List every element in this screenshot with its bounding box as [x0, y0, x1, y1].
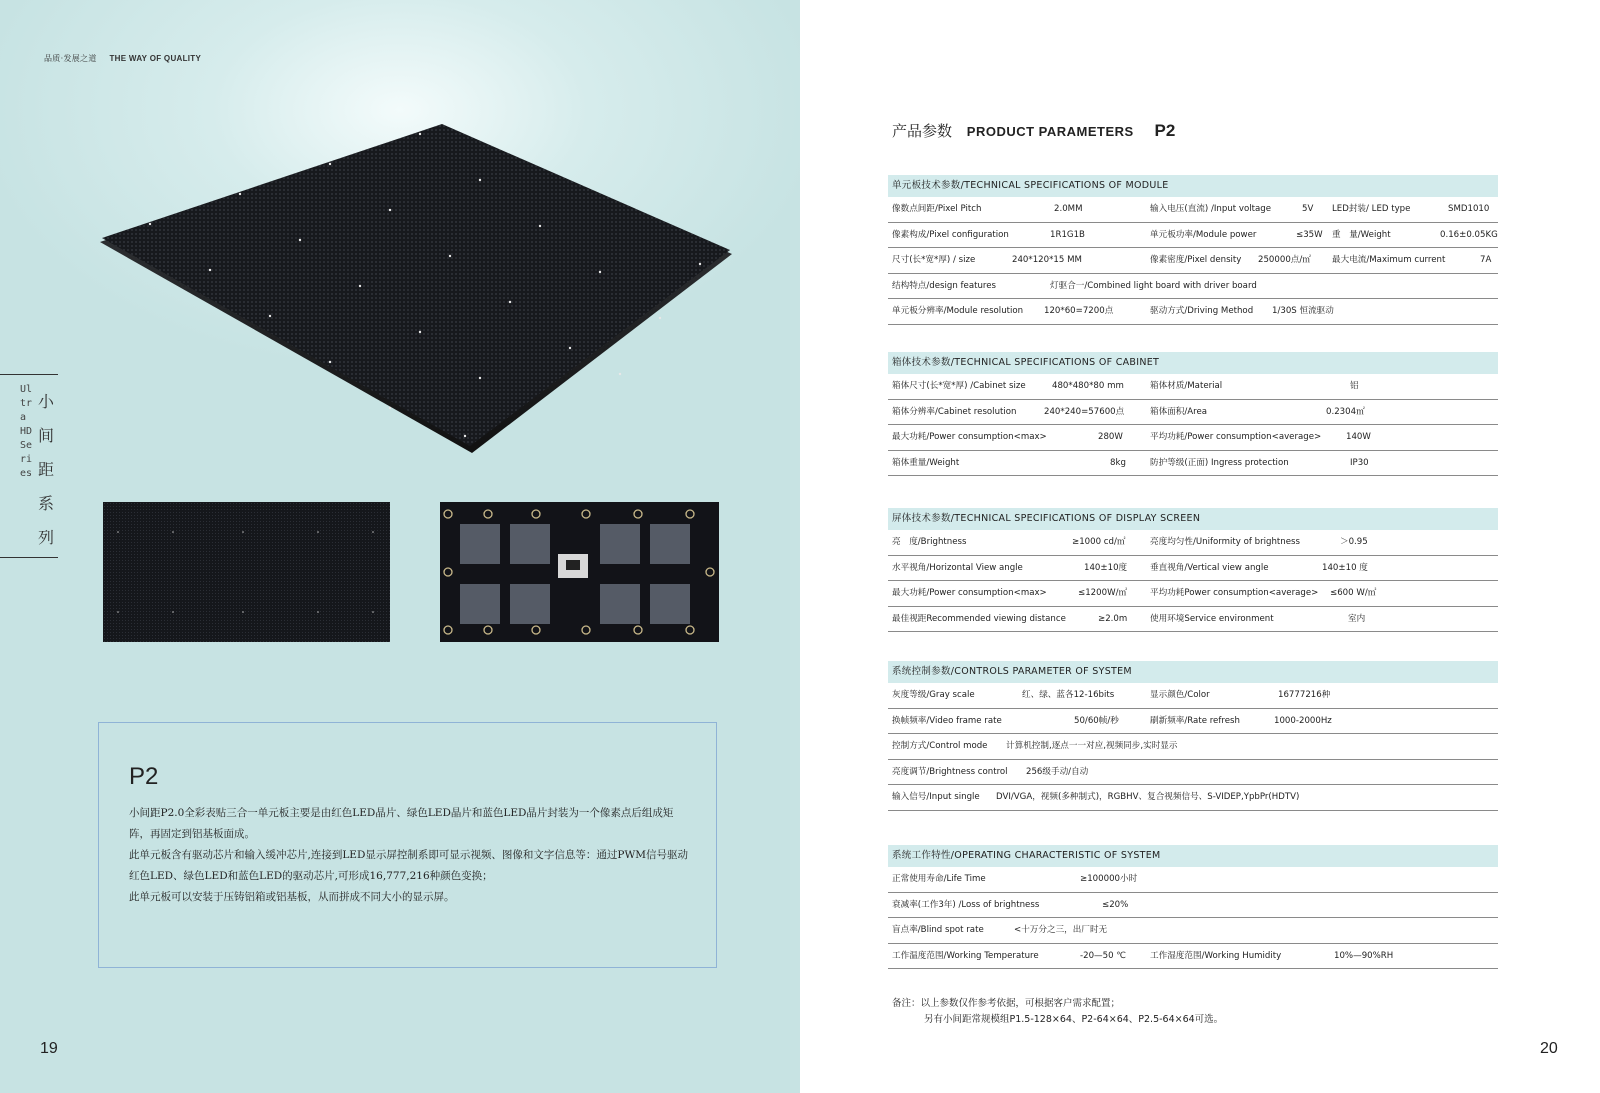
- spec-label: 控制方式/Control mode: [892, 741, 988, 751]
- spec-section-module: [888, 175, 1498, 325]
- spec-label: 最大功耗/Power consumption<max>: [892, 588, 1047, 598]
- spec-label: 水平视角/Horizontal View angle: [892, 562, 1023, 573]
- spec-value: 50/60帧/秒: [1074, 715, 1119, 726]
- spec-label: 箱体材质/Material: [1150, 381, 1223, 391]
- series-cn-label: [38, 385, 58, 555]
- spec-label: 换帧频率/Video frame rate: [892, 715, 1002, 726]
- series-cn-char: 列: [38, 528, 55, 547]
- spec-label: 亮度调节/Brightness control: [892, 766, 1008, 777]
- spec-label: 像素构成/Pixel configuration: [892, 229, 1009, 240]
- spec-value: 280W: [1098, 432, 1123, 442]
- spec-label: 显示颜色/Color: [1150, 690, 1210, 700]
- spec-value: -20—50 ℃: [1080, 950, 1126, 961]
- series-cn-char: 小: [38, 392, 55, 411]
- module-front-image: [103, 502, 390, 642]
- page-number-left: 19: [40, 1040, 58, 1057]
- spec-row: [888, 581, 1498, 607]
- spec-value: 灯驱合一/Combined light board with driver board: [1050, 280, 1257, 291]
- spec-value: 1000-2000Hz: [1274, 715, 1332, 726]
- spec-label: 像素密度/Pixel density: [1150, 255, 1242, 265]
- spec-label: 驱动方式/Driving Method: [1150, 306, 1254, 316]
- spec-row: [888, 374, 1498, 400]
- series-sidebar: [0, 374, 58, 558]
- spec-value: 140±10度: [1084, 562, 1128, 573]
- spec-label: 盲点率/Blind spot rate: [892, 925, 984, 935]
- footnote-line: 另有小间距常规模组P1.5-128×64、P2-64×64、P2.5-64×64可选。: [924, 1014, 1224, 1025]
- series-en-label: Ultra HD Series: [20, 384, 33, 479]
- spec-label: 垂直视角/Vertical view angle: [1150, 562, 1269, 573]
- spec-label: 输入电压(直流) /Input voltage: [1150, 204, 1271, 214]
- spec-value: 0.16±0.05KG: [1440, 229, 1498, 240]
- spec-value: 140±10 度: [1322, 562, 1368, 573]
- brand-line: [44, 53, 201, 64]
- spec-value: 室内: [1348, 613, 1366, 624]
- spec-value: 256级手动/自动: [1026, 766, 1089, 777]
- spec-row: [888, 683, 1498, 709]
- spec-row: [888, 556, 1498, 582]
- section-header: 屏体技术参数/TECHNICAL SPECIFICATIONS OF DISPLAY SCREEN: [888, 508, 1498, 530]
- spec-row: [888, 918, 1498, 944]
- spec-label: 防护等级(正面) Ingress protection: [1150, 457, 1289, 468]
- spec-section-controls: [888, 661, 1498, 811]
- spec-section-cabinet: [888, 352, 1498, 476]
- footnote: [892, 996, 1223, 1028]
- spec-value: 5V: [1302, 204, 1314, 214]
- spec-label: 结构特点/design features: [892, 280, 997, 291]
- spec-value: ≤20%: [1102, 899, 1129, 910]
- spec-label: 重 量/Weight: [1332, 229, 1391, 240]
- spec-row: [888, 274, 1498, 300]
- description-paragraph: 此单元板可以安装于压铸铝箱或铝基板，从而拼成不同大小的显示屏。: [129, 891, 455, 903]
- spec-row: [888, 709, 1498, 735]
- spec-label: 输入信号/Input single: [892, 792, 980, 802]
- spec-value: 1/30S 恒流驱动: [1272, 306, 1334, 316]
- spec-row: [888, 867, 1498, 893]
- spec-row: [888, 893, 1498, 919]
- spec-value: 8kg: [1110, 457, 1126, 468]
- spec-label: 尺寸(长*宽*厚) / size: [892, 255, 976, 265]
- spec-label: 单元板分辨率/Module resolution: [892, 306, 1024, 316]
- spec-section-display-screen: [888, 508, 1498, 632]
- spec-label: 亮度均匀性/Uniformity of brightness: [1150, 537, 1300, 547]
- section-header: 系统控制参数/CONTROLS PARAMETER OF SYSTEM: [888, 661, 1498, 683]
- spec-label: 工作湿度范围/Working Humidity: [1150, 950, 1282, 961]
- spec-value: 10%—90%RH: [1334, 950, 1394, 961]
- title-model: P2: [1154, 121, 1176, 140]
- spec-label: 箱体重量/Weight: [892, 457, 960, 468]
- spec-row: [888, 223, 1498, 249]
- page-title: [892, 120, 1175, 141]
- spec-value: ＞0.95: [1340, 537, 1368, 547]
- brand-en: THE WAY OF QUALITY: [109, 54, 202, 63]
- description-paragraph: 此单元板含有驱动芯片和输入缓冲芯片,连接到LED显示屏控制系即可显示视频、图像和文字信息等：通过PWM信号驱动红色LED、绿色LED和蓝色LED的驱动芯片,可形成16,777,216种颜色变换；: [129, 849, 688, 882]
- spec-row: [888, 530, 1498, 556]
- spec-value: 0.2304㎡: [1326, 406, 1365, 417]
- spec-value: ≥1000 cd/㎡: [1072, 537, 1126, 547]
- spec-label: 平均功耗/Power consumption<average>: [1150, 432, 1322, 442]
- spec-label: 最大功耗/Power consumption<max>: [892, 432, 1047, 442]
- spec-label: 灰度等级/Gray scale: [892, 690, 975, 700]
- spec-row: [888, 248, 1498, 274]
- spec-value: SMD1010: [1448, 204, 1490, 214]
- spec-value: 240*240=57600点: [1044, 406, 1125, 417]
- description-box: [98, 722, 717, 968]
- spec-value: 铝: [1350, 381, 1359, 391]
- spec-label: 箱体分辨率/Cabinet resolution: [892, 406, 1017, 417]
- description-paragraph: 小间距P2.0全彩表贴三合一单元板主要是由红色LED晶片、绿色LED晶片和蓝色LED晶片封装为一个像素点后组成矩阵，再固定到铝基板面成。: [129, 807, 674, 840]
- spec-row: [888, 944, 1498, 970]
- spec-row: [888, 734, 1498, 760]
- spec-value: 7A: [1480, 255, 1492, 265]
- spec-value: IP30: [1350, 457, 1369, 468]
- spec-row: [888, 785, 1498, 811]
- description-text: [129, 803, 689, 908]
- spec-value: 120*60=7200点: [1044, 306, 1114, 316]
- spec-value: 1R1G1B: [1050, 229, 1085, 240]
- spec-value: ≤1200W/㎡: [1078, 588, 1128, 598]
- description-title: P2: [129, 763, 159, 790]
- spec-value: <十万分之三，出厂时无: [1014, 925, 1108, 935]
- spec-row: [888, 400, 1498, 426]
- spec-value: 2.0MM: [1054, 204, 1083, 214]
- spec-label: 最大电流/Maximum current: [1332, 255, 1446, 265]
- right-page: [800, 0, 1600, 1093]
- spec-label: 刷新频率/Rate refresh: [1150, 715, 1240, 726]
- spec-label: 箱体面积/Area: [1150, 406, 1208, 417]
- spec-label: 使用环境Service environment: [1150, 613, 1274, 624]
- spec-label: 亮 度/Brightness: [892, 537, 967, 547]
- series-cn-char: 间: [38, 426, 55, 445]
- brand-cn: 品质·发展之道: [44, 54, 97, 63]
- section-header: 系统工作特性/OPERATING CHARACTERISTIC OF SYSTEM: [888, 845, 1498, 867]
- spec-label: LED封装/ LED type: [1332, 204, 1411, 214]
- led-module-perspective-image: [90, 120, 750, 460]
- section-header: 箱体技术参数/TECHNICAL SPECIFICATIONS OF CABINET: [888, 352, 1498, 374]
- spec-label: 箱体尺寸(长*宽*厚) /Cabinet size: [892, 381, 1026, 391]
- spec-value: 计算机控制,逐点一一对应,视频同步,实时显示: [1006, 741, 1178, 751]
- spec-row: [888, 197, 1498, 223]
- spec-row: [888, 760, 1498, 786]
- spec-row: [888, 451, 1498, 477]
- spec-label: 工作温度范围/Working Temperature: [892, 950, 1039, 961]
- spec-row: [888, 425, 1498, 451]
- spec-label: 最佳视距Recommended viewing distance: [892, 613, 1066, 624]
- page-number-right: 20: [1540, 1040, 1558, 1057]
- spec-label: 衰减率(工作3年) /Loss of brightness: [892, 899, 1040, 910]
- spec-value: 480*480*80 mm: [1052, 381, 1124, 391]
- series-cn-char: 距: [38, 460, 55, 479]
- spec-value: ≥2.0m: [1098, 613, 1128, 624]
- spec-label: 单元板功率/Module power: [1150, 229, 1257, 240]
- spec-row: [888, 607, 1498, 633]
- title-en: PRODUCT PARAMETERS: [966, 124, 1134, 139]
- spec-value: 红、绿、蓝各12-16bits: [1022, 690, 1115, 700]
- spec-value: ≤600 W/㎡: [1330, 588, 1377, 598]
- spec-row: [888, 299, 1498, 325]
- spec-section-operating: [888, 845, 1498, 969]
- footnote-line: 备注：以上参数仅作参考依据，可根据客户需求配置；: [892, 998, 1121, 1009]
- spec-label: 像数点间距/Pixel Pitch: [892, 204, 982, 214]
- spec-value: DVI/VGA，视频(多种制式)，RGBHV、复合视频信号、S-VIDEP,YpbPr(HDTV): [996, 792, 1300, 802]
- section-header: 单元板技术参数/TECHNICAL SPECIFICATIONS OF MODULE: [888, 175, 1498, 197]
- spec-value: 240*120*15 MM: [1012, 255, 1082, 265]
- title-cn: 产品参数: [892, 122, 953, 140]
- module-back-pcb-image: [440, 502, 719, 642]
- spec-value: 140W: [1346, 432, 1371, 442]
- spec-value: 250000点/㎡: [1258, 255, 1311, 265]
- spec-value: ≤35W: [1296, 229, 1323, 240]
- spec-label: 平均功耗Power consumption<average>: [1150, 588, 1319, 598]
- spec-label: 正常使用寿命/Life Time: [892, 874, 986, 884]
- spec-value: 16777216种: [1278, 690, 1331, 700]
- spec-value: ≥100000小时: [1080, 874, 1138, 884]
- series-cn-char: 系: [38, 494, 55, 513]
